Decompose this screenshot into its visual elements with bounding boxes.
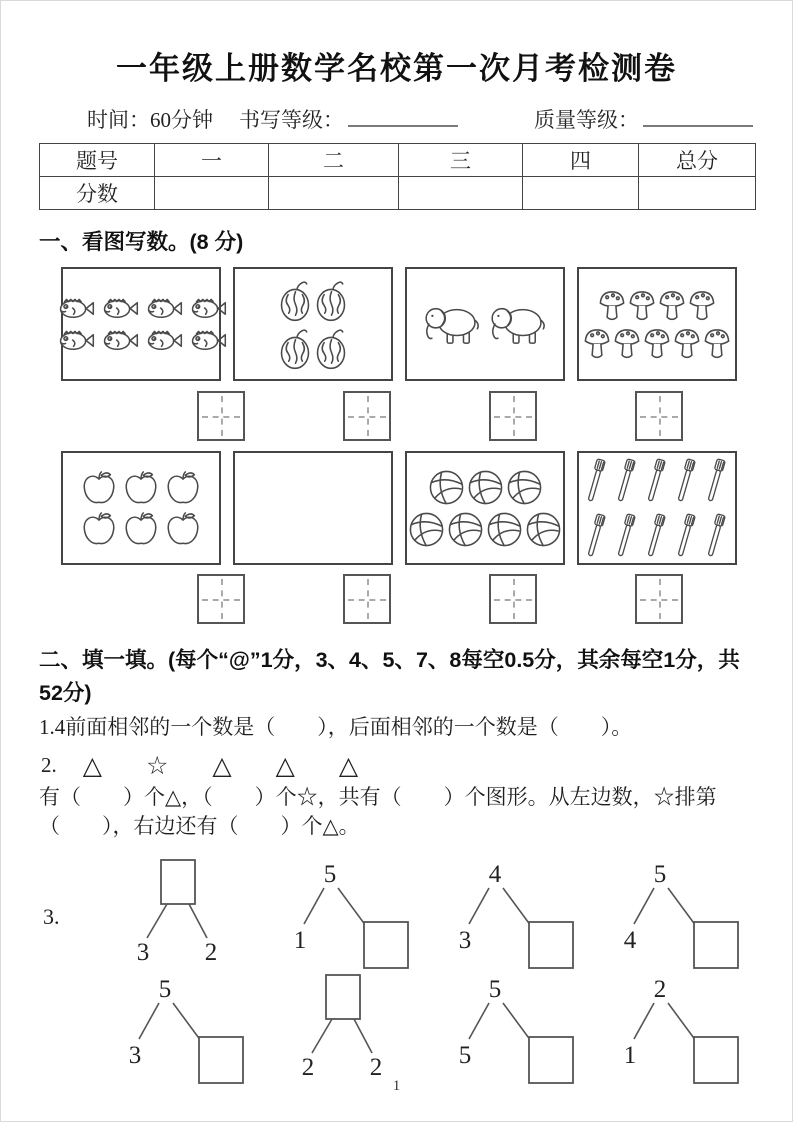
picture-grid-row2: [61, 451, 754, 565]
page-number: 1: [392, 1078, 401, 1094]
apple-icon: [121, 470, 161, 506]
fish-icon: [187, 295, 227, 322]
score-table-score-row: [40, 177, 756, 210]
score-table-cell: 分数: [40, 177, 155, 210]
watermelon-icon: [314, 327, 348, 370]
elephant-icon: [487, 302, 549, 346]
fish-icon: [143, 295, 183, 322]
meta-line: [39, 104, 754, 134]
fish-icon: [55, 295, 95, 322]
answer-writing-box: [489, 574, 537, 624]
triangle-icon: △: [82, 752, 102, 780]
apple-icon: [163, 470, 203, 506]
picture-box-mushroom: [577, 267, 737, 381]
volleyball-icon: [525, 511, 562, 548]
bond-number: 2: [301, 1054, 314, 1082]
picture-box-fish: [61, 267, 221, 381]
picture-box-watermelon: [233, 267, 393, 381]
number-bond: [272, 971, 412, 1086]
number-bond: [437, 971, 577, 1086]
fish-icon: [99, 327, 139, 354]
page-title: 一年级上册数学名校第一次月考检测卷: [116, 51, 677, 86]
number-bond-cell: [259, 971, 424, 1086]
watermelon-icon: [278, 327, 312, 370]
bond-empty-box: [161, 860, 195, 904]
writing-grade-label: 书写等级：: [239, 108, 344, 132]
fish-icon: [55, 327, 95, 354]
fish-icon: [99, 295, 139, 322]
bond-empty-box: [529, 1037, 573, 1083]
watermelon-icon: [314, 279, 348, 322]
volleyball-icon: [506, 469, 543, 506]
answer-writing-box: [197, 574, 245, 624]
score-table-cell: [523, 177, 639, 210]
bond-empty-box: [199, 1037, 243, 1083]
number-bond: [107, 971, 247, 1086]
section-one-heading: 一、看图写数。(8 分): [39, 230, 244, 254]
quality-grade-label: 质量等级：: [534, 108, 639, 132]
toothbrush-icon: [643, 456, 671, 506]
bond-empty-box: [694, 922, 738, 968]
volleyball-icon: [447, 511, 484, 548]
score-table-cell: 一: [155, 144, 269, 177]
mushroom-icon: [658, 289, 686, 322]
star-icon: ☆: [145, 752, 169, 780]
time-label: 时间：60分钟: [87, 108, 213, 132]
answer-writing-box: [343, 574, 391, 624]
number-bond-cell: [589, 971, 754, 1086]
toothbrush-icon: [583, 456, 611, 506]
fish-icon: [187, 327, 227, 354]
number-bond-cell: [259, 856, 424, 971]
apple-icon: [163, 511, 203, 547]
score-table-cell: 二: [269, 144, 399, 177]
bond-empty-box: [529, 922, 573, 968]
answer-writing-box: [635, 574, 683, 624]
toothbrush-icon: [613, 511, 641, 561]
bond-number: 3: [128, 1042, 141, 1070]
toothbrush-icon: [643, 511, 671, 561]
mushroom-icon: [688, 289, 716, 322]
number-bond: [602, 971, 742, 1086]
bond-number: 5: [653, 861, 666, 889]
bond-empty-box: [364, 922, 408, 968]
toothbrush-icon: [703, 511, 731, 561]
bond-number: 2: [369, 1054, 382, 1082]
number-bond: [437, 856, 577, 971]
volleyball-icon: [428, 469, 465, 506]
elephant-icon: [421, 302, 483, 346]
triangle-icon: △: [212, 752, 232, 780]
question-2-shapes: [41, 751, 754, 781]
bond-number: 5: [323, 861, 336, 889]
triangle-icon: △: [275, 752, 295, 780]
writing-grade-blank: [348, 105, 458, 127]
watermelon-icon: [278, 279, 312, 322]
picture-grid-row1: [61, 267, 754, 381]
answer-writing-box: [489, 391, 537, 441]
quality-grade-blank: [643, 105, 753, 127]
picture-box-toothbrush: [577, 451, 737, 565]
volleyball-icon: [486, 511, 523, 548]
bond-number: 1: [293, 927, 306, 955]
bond-number: 4: [488, 861, 501, 889]
mushroom-icon: [673, 327, 701, 360]
number-bond-cell: [424, 856, 589, 971]
score-table: [39, 143, 756, 210]
picture-box-elephant: [405, 267, 565, 381]
number-bond-row2: [94, 971, 754, 1086]
number-bond-row1: [94, 856, 754, 971]
answer-writing-box: [635, 391, 683, 441]
number-bond: [272, 856, 412, 971]
toothbrush-icon: [703, 456, 731, 506]
bond-number: 2: [204, 939, 217, 967]
score-table-cell: 题号: [40, 144, 155, 177]
question-2-number: 2.: [41, 753, 57, 778]
picture-box-apple: [61, 451, 221, 565]
number-bond: [602, 856, 742, 971]
score-table-cell: 四: [523, 144, 639, 177]
bond-number: 3: [136, 939, 149, 967]
bond-empty-box: [694, 1037, 738, 1083]
toothbrush-icon: [613, 456, 641, 506]
apple-icon: [121, 511, 161, 547]
score-table-cell: 总分: [639, 144, 756, 177]
apple-icon: [79, 511, 119, 547]
answer-box-row1: [197, 391, 754, 441]
bond-number: 4: [623, 927, 636, 955]
bond-number: 1: [623, 1042, 636, 1070]
toothbrush-icon: [673, 456, 701, 506]
score-table-cell: 三: [399, 144, 523, 177]
mushroom-icon: [703, 327, 731, 360]
toothbrush-icon: [583, 511, 611, 561]
volleyball-icon: [467, 469, 504, 506]
mushroom-icon: [613, 327, 641, 360]
fish-icon: [143, 327, 183, 354]
answer-writing-box: [343, 391, 391, 441]
score-table-cell: [269, 177, 399, 210]
bond-empty-box: [326, 975, 360, 1019]
question-3-label: 3.: [43, 904, 60, 930]
volleyball-icon: [408, 511, 445, 548]
triangle-icon: △: [338, 752, 359, 780]
mushroom-icon: [598, 289, 626, 322]
mushroom-icon: [628, 289, 656, 322]
number-bond-cell: [589, 856, 754, 971]
question-2-text-line1: 有（ ）个△，（ ）个☆，共有（ ）个图形。从左边数，☆排第: [39, 784, 717, 809]
number-bond-cell: [94, 856, 259, 971]
score-table-header-row: [40, 144, 756, 177]
number-bond: [107, 856, 247, 971]
bond-number: 5: [458, 1042, 471, 1070]
mushroom-icon: [643, 327, 671, 360]
section-two-heading: 二、填一填。(每个“@”1分，3、4、5、7、8每空0.5分，其余每空1分，共52分): [39, 648, 740, 705]
mushroom-icon: [583, 327, 611, 360]
number-bond-cell: [94, 971, 259, 1086]
question-3: [39, 856, 754, 1086]
question-2-text-line2: （ ），右边还有（ ）个△。: [39, 814, 360, 839]
score-table-cell: [155, 177, 269, 210]
picture-box-volleyball: [405, 451, 565, 565]
answer-box-row2: [197, 574, 754, 624]
bond-number: 2: [653, 976, 666, 1004]
bond-number: 3: [458, 927, 471, 955]
exam-paper: [1, 1, 792, 1086]
picture-box-empty: [233, 451, 393, 565]
score-table-cell: [639, 177, 756, 210]
bond-number: 5: [158, 976, 171, 1004]
bond-number: 5: [488, 976, 501, 1004]
number-bond-cell: [424, 971, 589, 1086]
answer-writing-box: [197, 391, 245, 441]
apple-icon: [79, 470, 119, 506]
toothbrush-icon: [673, 511, 701, 561]
question-1: 1.4前面相邻的一个数是（ ），后面相邻的一个数是（ ）。: [39, 714, 633, 739]
score-table-cell: [399, 177, 523, 210]
